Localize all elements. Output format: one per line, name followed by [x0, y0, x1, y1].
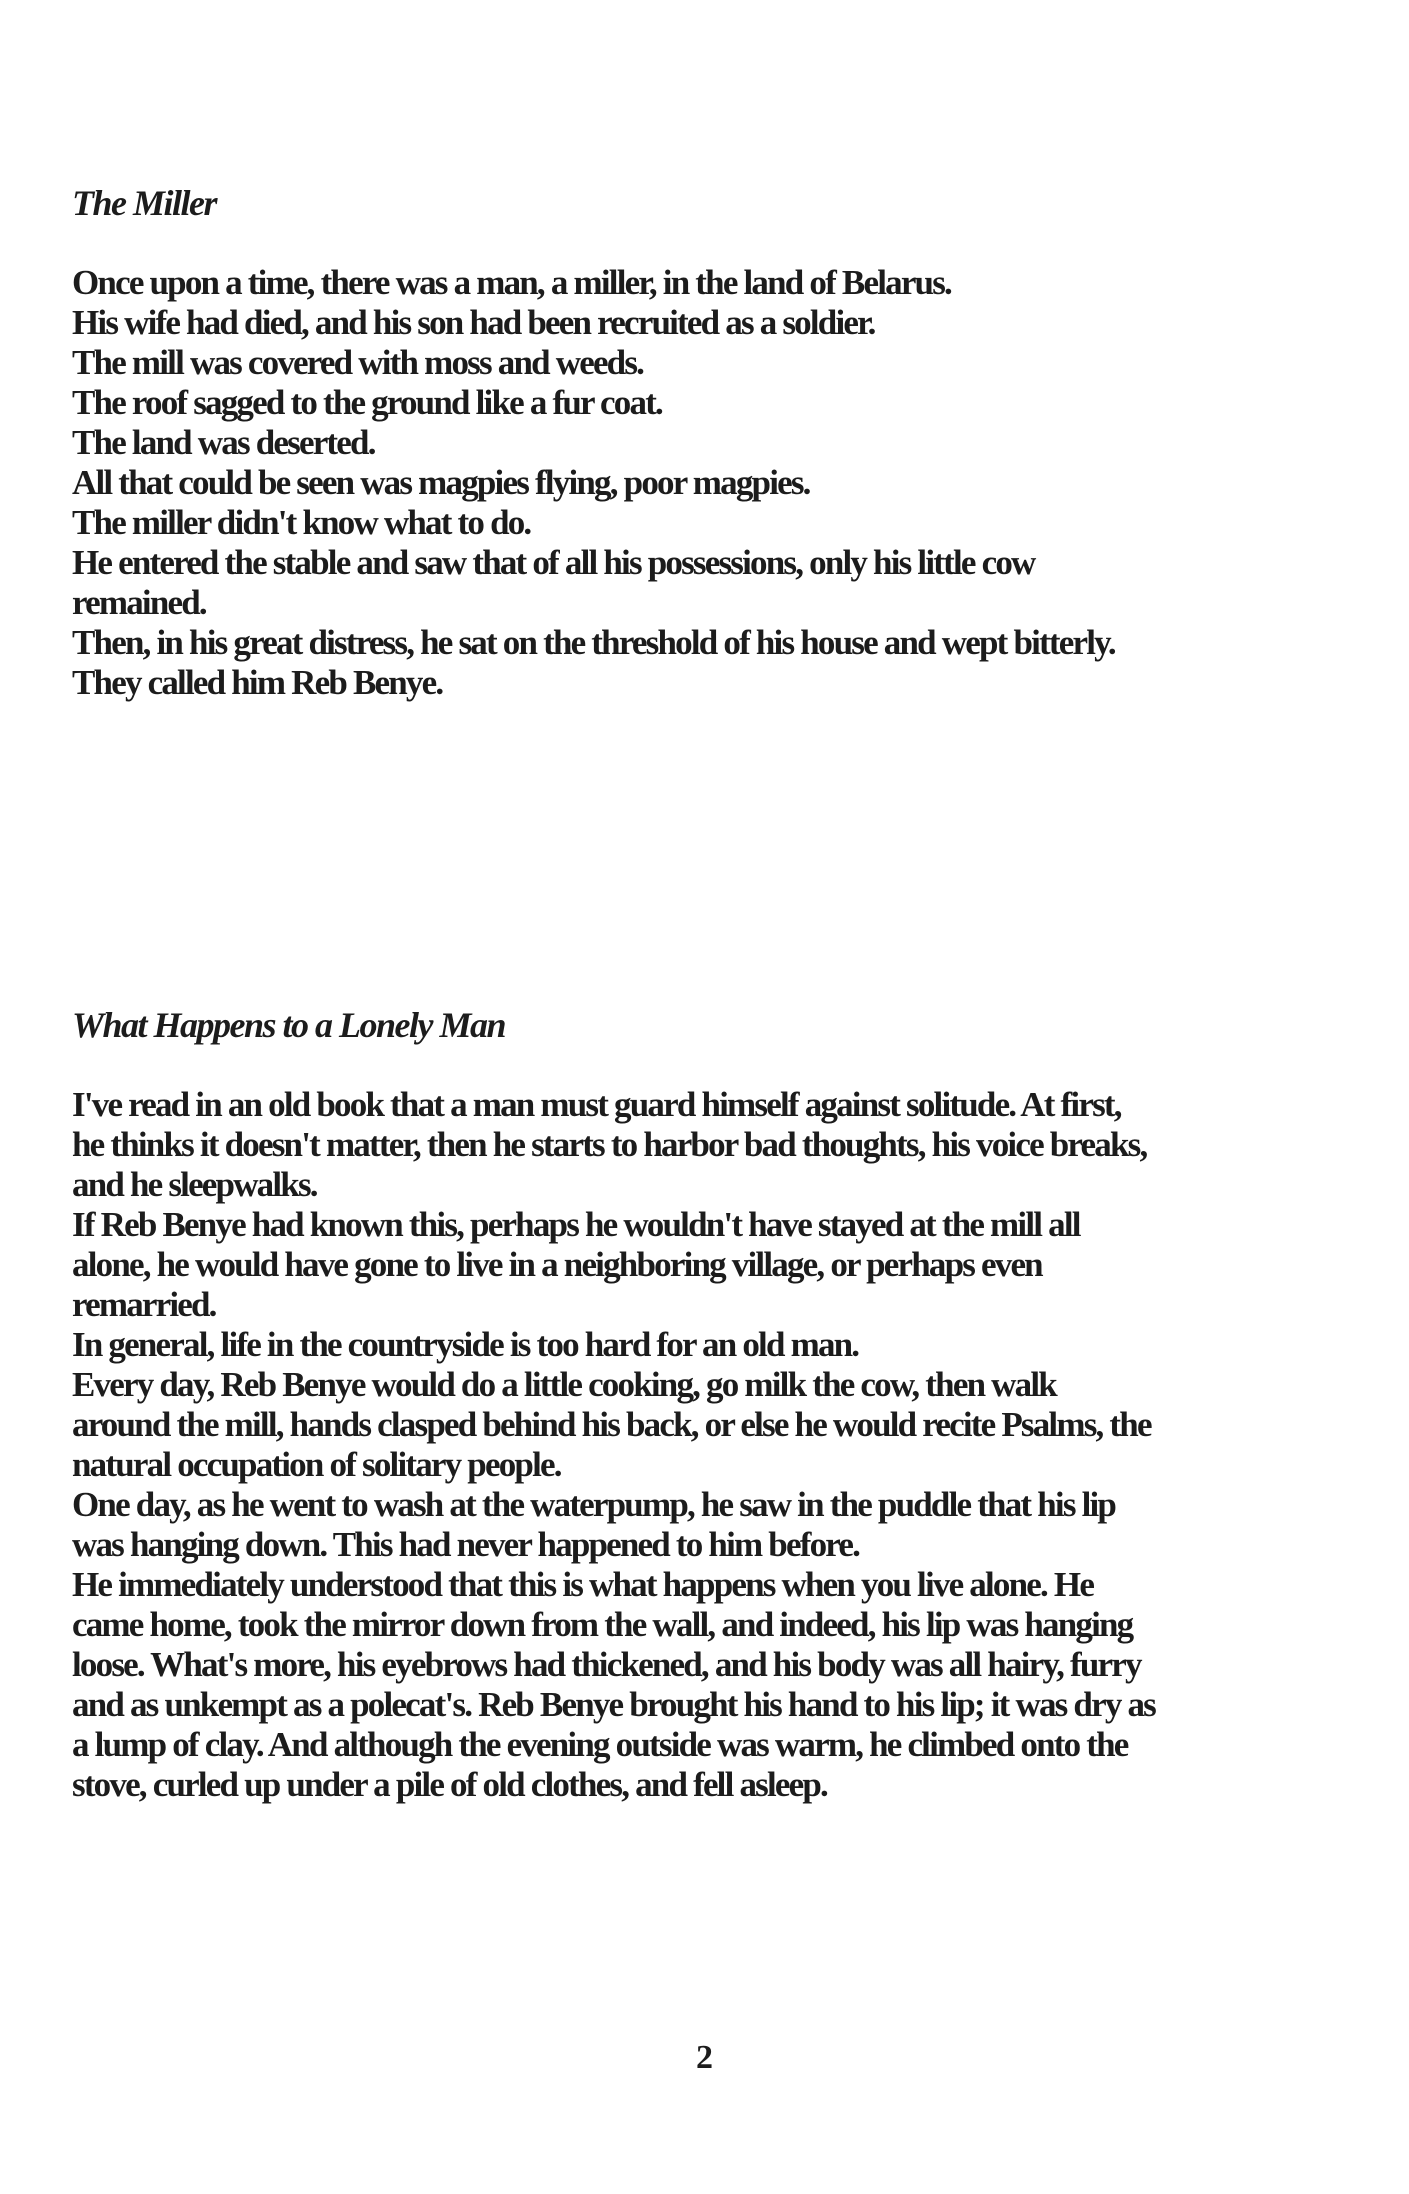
- section-body: [72, 1085, 1369, 1805]
- text-line: Once upon a time, there was a man, a miller, in the land of Belarus.: [72, 263, 951, 302]
- section-title: The Miller: [72, 183, 216, 223]
- text-line: He entered the stable and saw that of all his possessions, only his little cow: [72, 543, 1035, 582]
- text-line: around the mill, hands clasped behind his back, or else he would recite Psalms, the: [72, 1405, 1151, 1444]
- section-lonely-man: [72, 1005, 1369, 1805]
- text-line: One day, as he went to wash at the waterpump, he saw in the puddle that his lip: [72, 1485, 1116, 1524]
- text-line: alone, he would have gone to live in a neighboring village, or perhaps even: [72, 1245, 1042, 1284]
- page-number: 2: [696, 2039, 713, 2076]
- text-line: He immediately understood that this is what happens when you live alone. He: [72, 1565, 1094, 1604]
- text-line: The roof sagged to the ground like a fur coat.: [72, 383, 662, 422]
- text-line: Every day, Reb Benye would do a little cooking, go milk the cow, then walk: [72, 1365, 1056, 1404]
- text-line: The mill was covered with moss and weeds.: [72, 343, 644, 382]
- text-line: was hanging down. This had never happened to him before.: [72, 1525, 860, 1564]
- text-line: and as unkempt as a polecat's. Reb Benye brought his hand to his lip; it was dry as: [72, 1685, 1155, 1724]
- text-line: remained.: [72, 583, 206, 622]
- text-line: Then, in his great distress, he sat on the threshold of his house and wept bitterly.: [72, 623, 1115, 662]
- text-line: The miller didn't know what to do.: [72, 503, 531, 542]
- text-line: stove, curled up under a pile of old clothes, and fell asleep.: [72, 1765, 828, 1804]
- text-line: I've read in an old book that a man must guard himself against solitude. At first,: [72, 1085, 1121, 1124]
- text-line: remarried.: [72, 1285, 216, 1324]
- section-title: What Happens to a Lonely Man: [72, 1005, 506, 1045]
- text-line: a lump of clay. And although the evening outside was warm, he climbed onto the: [72, 1725, 1128, 1764]
- text-line: natural occupation of solitary people.: [72, 1445, 561, 1484]
- text-line: he thinks it doesn't matter, then he starts to harbor bad thoughts, his voice breaks,: [72, 1125, 1147, 1164]
- text-line: In general, life in the countryside is too hard for an old man.: [72, 1325, 859, 1364]
- text-line: His wife had died, and his son had been recruited as a soldier.: [72, 303, 875, 342]
- text-line: and he sleepwalks.: [72, 1165, 317, 1204]
- text-line: They called him Reb Benye.: [72, 663, 443, 702]
- section-the-miller: [72, 183, 1369, 703]
- text-line: The land was deserted.: [72, 423, 375, 462]
- text-line: came home, took the mirror down from the wall, and indeed, his lip was hanging: [72, 1605, 1133, 1644]
- section-body: [72, 263, 1369, 703]
- text-line: loose. What's more, his eyebrows had thickened, and his body was all hairy, furry: [72, 1645, 1141, 1684]
- text-line: All that could be seen was magpies flying, poor magpies.: [72, 463, 810, 502]
- text-line: If Reb Benye had known this, perhaps he wouldn't have stayed at the mill all: [72, 1205, 1080, 1244]
